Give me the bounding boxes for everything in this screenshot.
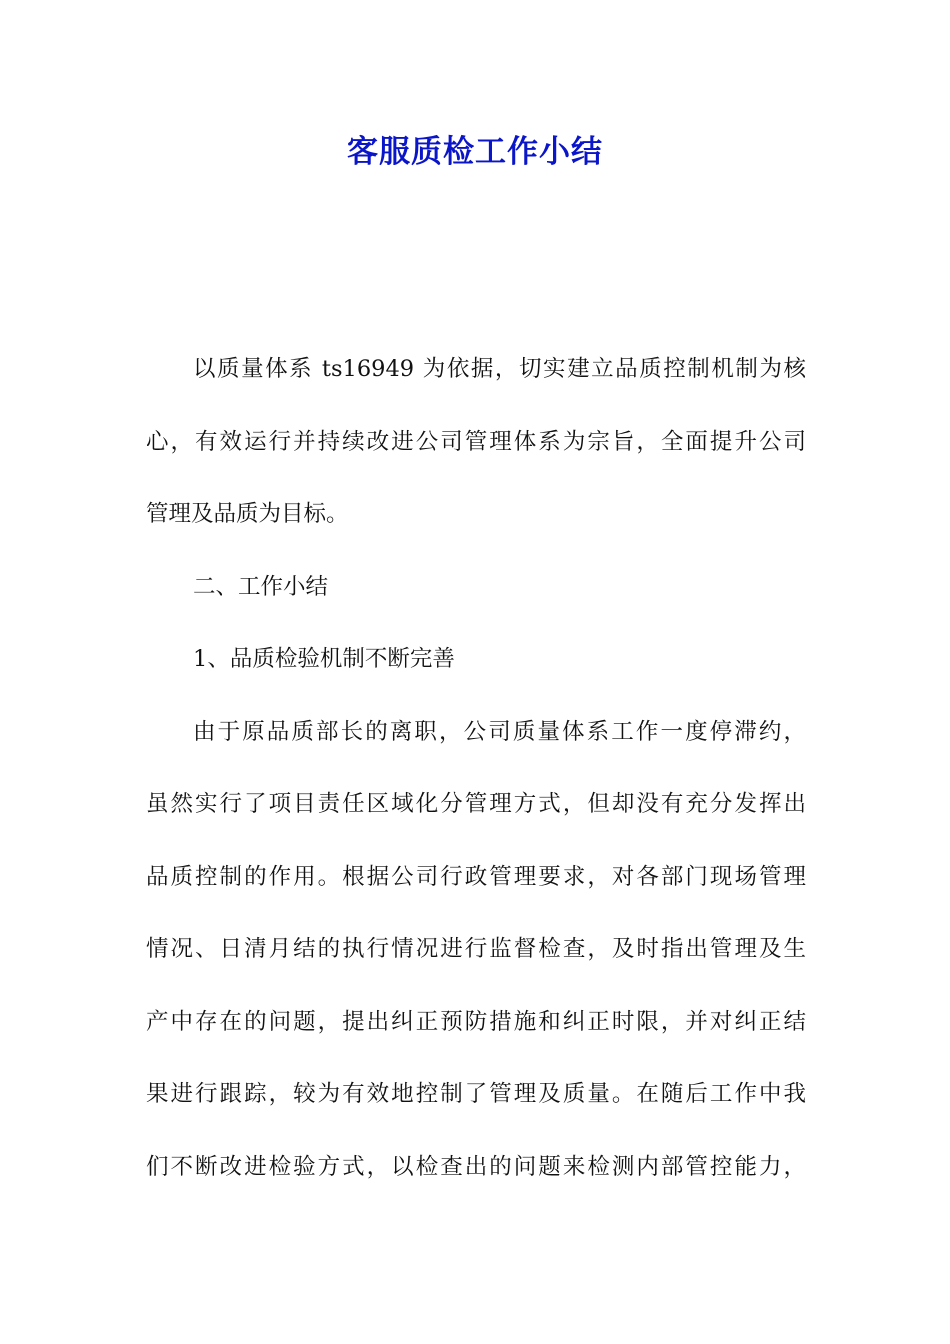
document-title: 客服质检工作小结 [347, 134, 603, 170]
section-heading: 二、工作小结 [193, 573, 329, 600]
paragraph-line: 虽然实行了项目责任区域化分管理方式，但却没有充分发挥出 [146, 791, 806, 817]
paragraph-line: 们不断改进检验方式，以检查出的问题来检测内部管控能力， [146, 1153, 806, 1180]
paragraph-line: 由于原品质部长的离职，公司质量体系工作一度停滞约， [193, 718, 806, 745]
paragraph-line: 品质控制的作用。根据公司行政管理要求，对各部门现场管理 [146, 863, 806, 890]
subsection-heading: 1、品质检验机制不断完善 [193, 646, 455, 672]
paragraph-line: 管理及品质为目标。 [146, 501, 349, 527]
paragraph-line: 果进行跟踪，较为有效地控制了管理及质量。在随后工作中我 [146, 1081, 806, 1107]
paragraph-line: 情况、日清月结的执行情况进行监督检查，及时指出管理及生 [146, 936, 806, 962]
paragraph-line: 以质量体系 ts16949 为依据，切实建立品质控制机制为核 [193, 356, 806, 382]
paragraph-line: 产中存在的问题，提出纠正预防措施和纠正时限，并对纠正结 [146, 1008, 806, 1035]
paragraph-line: 心，有效运行并持续改进公司管理体系为宗旨，全面提升公司 [146, 428, 806, 455]
document-body [146, 333, 806, 1203]
